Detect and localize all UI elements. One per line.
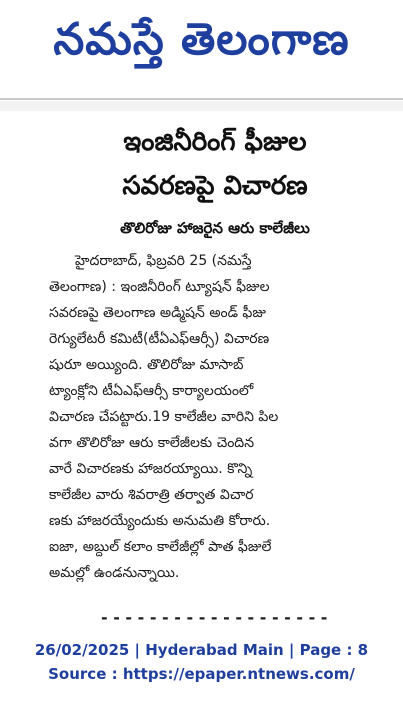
article-body-line: షురూ అయ్యింది. తొలిరోజు మాసాబ్ <box>49 357 244 373</box>
article-body-line: ణకు హాజరయ్యేందుకు అనుమతి కోరారు. <box>49 513 271 529</box>
article-body-line: కాలేజీల వారు శివరాత్రి తర్వాత విచార <box>49 487 254 503</box>
article-body-line: వారే విచారణకు హాజరయ్యాయి. కొన్ని <box>49 461 253 477</box>
article-body-line: ట్యాంక్లోని టీఏఎఫ్ఆర్సీ కార్యాలయంలో <box>49 383 254 399</box>
newspaper-masthead <box>0 0 403 100</box>
clipped-heading-fragment: - - - - - - - - - - - - - - - - - - - <box>101 608 328 627</box>
article-headline-line-2: సవరణపై విచారణ <box>122 171 308 201</box>
article-body-line: ఐజా, అబ్దుల్ కలాం కాలేజీల్లో పాత ఫీజులే <box>49 539 272 555</box>
article-clipping <box>43 112 387 627</box>
article-headline-line-1: ఇంజినీరింగ్ ఫీజుల <box>123 127 307 157</box>
article-body-line: వగా తొలిరోజు ఆరు కాలేజీలకు చెందిన <box>49 435 255 451</box>
edition-info: 26/02/2025 | Hyderabad Main | Page : 8 <box>34 641 369 659</box>
article-body-line: రెగ్యులేటరీ కమిటీ(టీఏఎఫ్ఆర్సీ) విచారణ <box>49 331 270 347</box>
article-body-line: సవరణపై తెలంగాణ అడ్మిషన్ అండ్ ఫీజు <box>49 305 266 321</box>
source-link[interactable]: Source : https://epaper.ntnews.com/ <box>48 665 355 683</box>
article-body-line: హైదరాబాద్, ఫిబ్రవరి 25 (నమస్తే <box>75 253 252 269</box>
article-subheadline: తొలిరోజు హాజరైన ఆరు కాలేజీలు <box>120 219 310 237</box>
masthead-logo-title: నమస్తే తెలంగాణ <box>53 14 350 65</box>
clipped-next-heading <box>101 608 351 627</box>
article-body-line: తెలంగాణ) : ఇంజినీరింగ్ ట్యూషన్ ఫీజుల <box>49 279 270 295</box>
article-body-line: అమల్లో ఉండనున్నాయి. <box>49 565 180 581</box>
masthead-divider <box>0 101 403 111</box>
article-body-line: విచారణ చేపట్టారు.19 కాలేజీల వారిని పిల <box>49 409 279 425</box>
